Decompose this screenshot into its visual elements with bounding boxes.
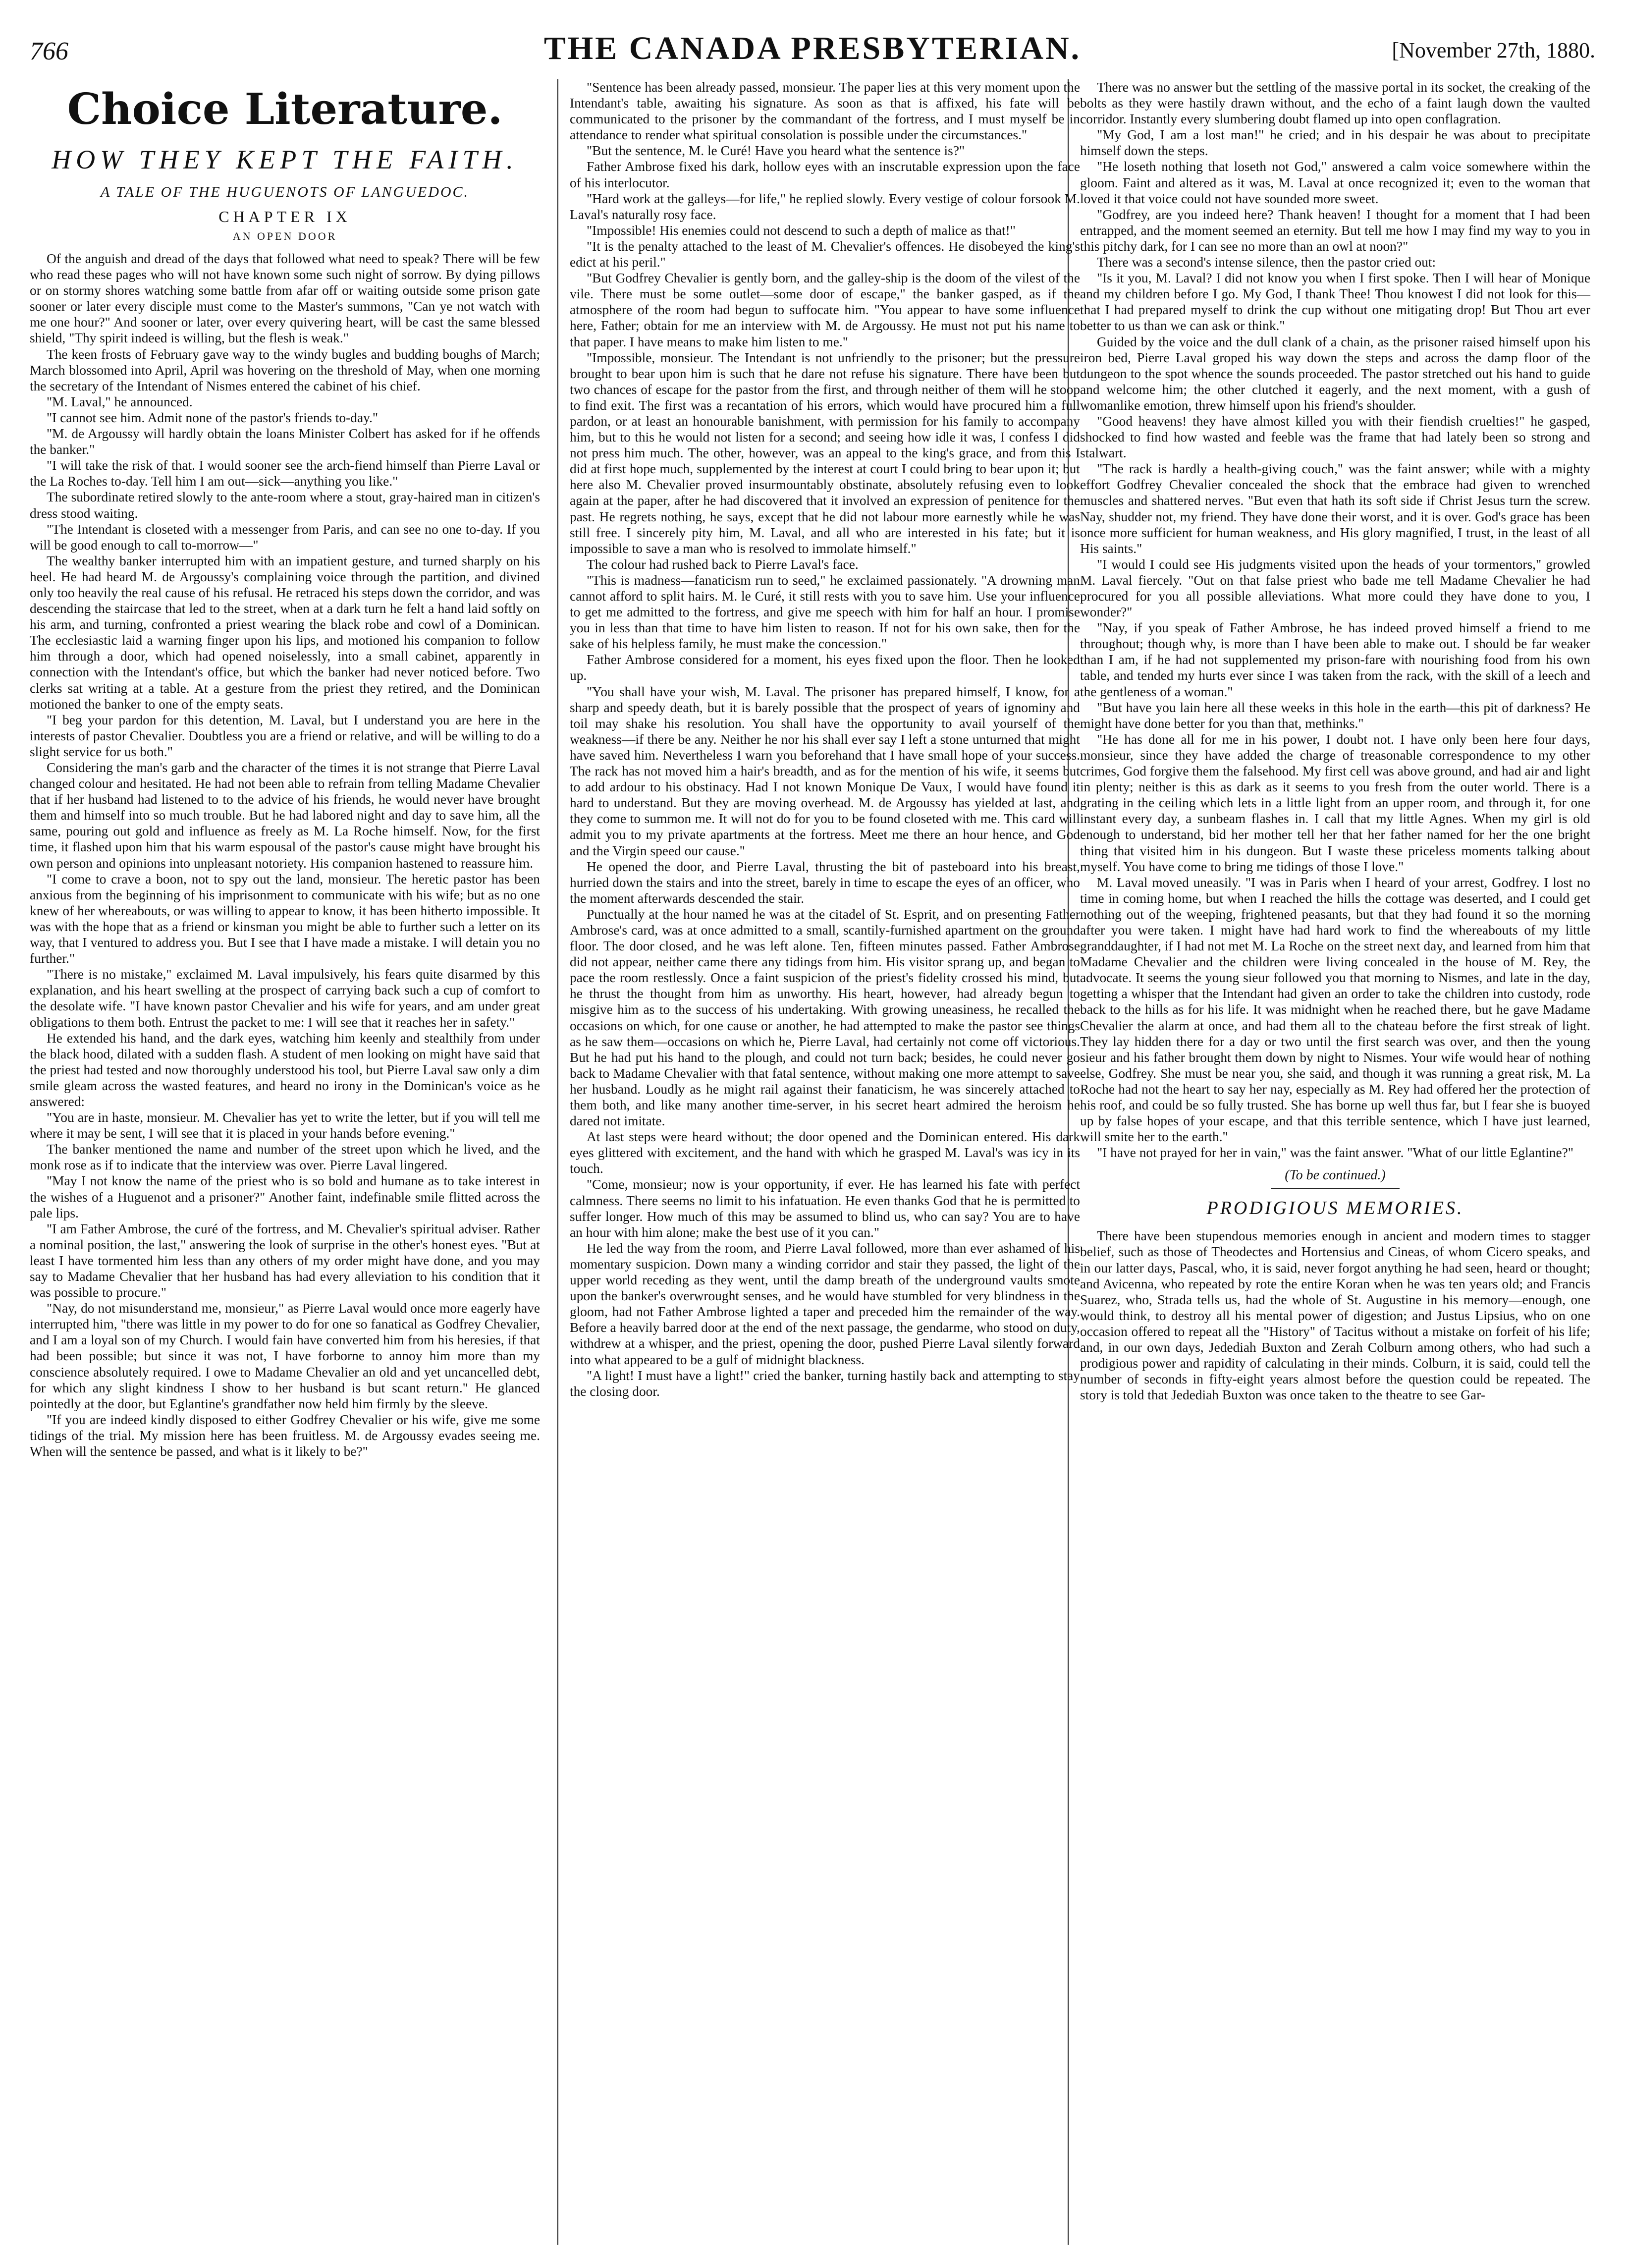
- story-body: [30, 251, 540, 1459]
- paragraph: Considering the man's garb and the character of the times it is not strange that Pierre Laval changed colour and hesitated. He had not been able to refrain from telling Madame Chevalier that if her husband had listened to to the advice of his friends, he would never have brought them and himself into so much trouble. But he had labored night and day to save him, all the same, pouring out gold and influence as freely as M. La Roche himself. Now, for the first time, it flashed upon him that his warm espousal of the pastor's cause might have brought his own person and opinions into unpleasant notoriety. His companion hastened to reassure him.: [30, 760, 540, 871]
- paragraph: "A light! I must have a light!" cried the banker, turning hastily back and attempting to stay the closing door.: [570, 1368, 1080, 1399]
- paragraph: "May I not know the name of the priest who is so bold and humane as to take interest in the wishes of a Huguenot and a prisoner?" Another faint, indefinable smile flitted across the pale lips.: [30, 1173, 540, 1220]
- paragraph: "This is madness—fanaticism run to seed," he exclaimed passionately. "A drowning man cannot afford to split hairs. M. le Curé, it still rests with you to save him. Use your influence to get me admitted to the fortress, and give me speech with him for half an hour. I promise you in less than that time to have him listen to reason. If not for his own sake, then for the sake of his helpless family, he must make the concession.": [570, 572, 1080, 652]
- paragraph: The wealthy banker interrupted him with an impatient gesture, and turned sharply on his heel. He had heard M. de Argoussy's complaining voice through the partition, and divined only too heavily the real cause of his refusal. He retraced his steps down the corridor, and was descending the staircase that led to the street, when at a dark turn he felt a hand laid softly on his arm, and turning, confronted a priest wearing the black robe and cowl of a Dominican. The ecclesiastic laid a warning finger upon his lips, and motioned his companion to follow him through a door, which had opened noiselessly, into a small cabinet, apparently in connection with the Intendant's office, but which the banker had never noticed before. Two clerks sat writing at a table. At a gesture from the priest they retired, and the Dominican motioned the banker to one of the empty seats.: [30, 553, 540, 712]
- paragraph: The colour had rushed back to Pierre Laval's face.: [587, 556, 859, 572]
- column-3: [1080, 79, 1590, 1403]
- paragraph: Of the anguish and dread of the days that followed what need to speak? There will be few who read these pages who will not have known some such night of sorrow. By dying pillows or on stormy shores watching some battle from afar off or waiting outside some prison gate sooner or later every disciple must come to the Master's summons, "Can ye not watch with me one hour?" And sooner or later, over every quivering heart, will be cast the same blessed shield, "Thy spirit indeed is willing, but the flesh is weak.": [30, 251, 540, 346]
- story-title: HOW THEY KEPT THE FAITH.: [52, 145, 518, 174]
- paragraph: He opened the door, and Pierre Laval, thrusting the bit of pasteboard into his breast, hurried down the stairs and into the street, barely in time to escape the eyes of an officer, who the moment afterwards descended the stair.: [570, 859, 1080, 906]
- chapter-title: AN OPEN DOOR: [232, 230, 337, 242]
- paragraph: "Come, monsieur; now is your opportunity, if ever. He has learned his fate with perfect calmness. There seems no limit to his infatuation. He even thanks God that he is permitted to suffer longer. How much of this may be assumed to blind us, who can say? You are to have an hour with him alone; make the best use of it you can.": [570, 1177, 1080, 1240]
- paragraph: "I beg your pardon for this detention, M. Laval, but I understand you are here in the interests of pastor Chevalier. Doubtless you are a friend or relative, and will be willing to do a slight service for us both.": [30, 712, 540, 759]
- paragraph: "It is the penalty attached to the least of M. Chevalier's offences. He disobeyed the king's edict at his peril.": [570, 238, 1080, 270]
- paragraph: He extended his hand, and the dark eyes, watching him keenly and stealthily from under the black hood, dilated with a sudden flash. A student of men looking on might have said that the priest had tested and now thoroughly understood his tool, but Pierre Laval saw only a dim smile gleam across the wasted features, and heard no irony in the Dominican's voice as he answered:: [30, 1030, 540, 1109]
- paragraph: There have been stupendous memories enough in ancient and modern times to stagger belief, such as those of Theodectes and Hortensius and Cineas, of whom Cicero speaks, and in our latter days, Pascal, who, it is said, never forgot anything he had seen, heard or thought; and Avicenna, who repeated by rote the entire Koran when he was ten years old; and Francis Suarez, who, Strada tells us, had the whole of St. Augustine in his memory—enough, one would think, to destroy all his mental power of digestion; and Justus Lipsius, who on one occasion offered to repeat all the "History" of Tacitus without a mistake on forfeit of his life; and, in our own days, Jedediah Buxton and Zerah Colburn among others, who had such a prodigious power and rapidity of calculating in their minds. Colburn, it is said, could tell the number of seconds in fifty-eight years almost before the question could be repeated. The story is told that Jedediah Buxton was once taken to the theatre to see Gar-: [1080, 1228, 1590, 1403]
- paragraph: "I come to crave a boon, not to spy out the land, monsieur. The heretic pastor has been anxious from the beginning of his imprisonment to communicate with his wife; but as no one knew of her whereabouts, or was willing to appear to know, it has been hitherto impossible. It was with the hope that as a friend or kinsman you might be able to further such a letter on its way, that I ventured to address you. But I see that I have made a mistake. I will detain you no further.": [30, 871, 540, 966]
- paragraph: "Impossible, monsieur. The Intendant is not unfriendly to the prisoner; but the pressure brought to bear upon him is such that he dare not refuse his signature. There have been but two chances of escape for the pastor from the first, and through neither of them will he stoop to find exit. The first was a recantation of his errors, which would have procured him a full pardon, or at least an honourable banishment, with permission for his family to accompany him, but to this he would not listen for a second; and seeing how idle it was, I confess I did not press him much. The other, however, was an appeal to the king's grace, and from this I did at first hope much, supplemented by the interest at court I could bring to bear upon it; but here also M. Chevalier proved insurmountably obstinate, absolutely refusing even to look again at the paper, after he had discovered that it involved an expression of penitence for the past. He regrets nothing, he says, except that he did not labour more earnestly while he was still free. I sincerely pity him, M. Laval, and all who are interested in his fate; but it is impossible to save a man who is resolved to immolate himself.": [570, 350, 1080, 556]
- paragraph: "Impossible! His enemies could not descend to such a depth of malice as that!": [587, 222, 1016, 238]
- paragraph: "But the sentence, M. le Curé! Have you heard what the sentence is?": [587, 143, 965, 159]
- paragraph: He led the way from the room, and Pierre Laval followed, more than ever ashamed of his momentary suspicion. Down many a winding corridor and stair they passed, the light of the upper world receding as they went, until the damp breath of the underground vaults smote upon the banker's overwrought senses, and he would have stumbled for very blindness in the gloom, had not Father Ambrose lighted a taper and preceded him the remainder of the way. Before a heavily barred door at the end of the next passage, the gendarme, who stood on duty, withdrew at a whisper, and the priest, opening the door, pushed Pierre Laval silently forward into what appeared to be a gulf of midnight blackness.: [570, 1240, 1080, 1367]
- paragraph: "There is no mistake," exclaimed M. Laval impulsively, his fears quite disarmed by this explanation, and his heart swelling at the prospect of carrying back such a cup of comfort to the desolate wife. "I have known pastor Chevalier and his wife for years, and am under great obligations to them both. Entrust the packet to me: I will see that it reaches her in safety.": [30, 967, 540, 1030]
- paragraph: "I am Father Ambrose, the curé of the fortress, and M. Chevalier's spiritual adviser. Rather a nominal position, the last," answering the look of surprise in the other's honest eyes. "But at least I have tormented him less than any others of my order might have done, and you may say to Madame Chevalier that her husband has had every alleviation to his condition that it was possible to procure.": [30, 1221, 540, 1300]
- column-2: [570, 79, 1080, 1399]
- paragraph: There was a second's intense silence, then the pastor cried out:: [1097, 255, 1436, 270]
- paragraph: "But Godfrey Chevalier is gently born, and the galley-ship is the doom of the vilest of the vile. There must be some outlet—some door of escape," the banker gasped, as if the atmosphere of the room had begun to suffocate him. "You appear to have some influence here, Father; obtain for me an interview with M. de Argoussy. He must not put his name to that paper. I have means to make him listen to me.": [570, 271, 1080, 349]
- paragraph: At last steps were heard without; the door opened and the Dominican entered. His dark eyes glittered with excitement, and the hand with which he grasped M. Laval's was icy in its touch.: [570, 1129, 1080, 1176]
- paragraph: Father Ambrose considered for a moment, his eyes fixed upon the floor. Then he looked up.: [570, 652, 1080, 683]
- paragraph: "M. Laval," he announced.: [47, 394, 193, 409]
- paragraph: "Nay, if you speak of Father Ambrose, he has indeed proved himself a friend to me throughout; though why, is more than I have been able to make out. I should be far weaker than I am, if he had not supplemented my prison-fare with nourishing food from his own table, and tended my hurts ever since I was taken from the rack, with the skill of a leech and the gentleness of a woman.": [1080, 620, 1590, 699]
- paragraph: "You are in haste, monsieur. M. Chevalier has yet to write the letter, but if you will tell me where it may be sent, I will see that it is placed in your hands before evening.": [30, 1110, 540, 1141]
- paragraph: Guided by the voice and the dull clank of a chain, as the prisoner raised himself upon his iron bed, Pierre Laval groped his way down the steps and across the damp floor of the dungeon to the spot whence the sounds proceeded. The pastor stretched out his hand to guide and welcome him; the other clutched it eagerly, and the next moment, with a gush of womanlike emotion, threw himself upon his friend's shoulder.: [1080, 334, 1590, 413]
- paragraph: "Godfrey, are you indeed here? Thank heaven! I thought for a moment that I had been entrapped, and the moment seemed an eternity. But tell me how I may find my way to you in this pitchy dark, for I can see no more than an owl at noon?": [1080, 207, 1590, 254]
- paragraph: "Good heavens! they have almost killed you with their fiendish cruelties!" he gasped, shocked to find how wasted and feeble was the frame that had lately been so strong and stalwart.: [1080, 413, 1590, 461]
- paragraph: The keen frosts of February gave way to the windy bugles and budding boughs of March; March blossomed into April, April was hovering on the threshold of May, when one morning the secretary of the Intendant of Nismes entered the cabinet of his chief.: [30, 346, 540, 393]
- paragraph: There was no answer but the settling of the massive portal in its socket, the creaking of the bolts as they were hastily drawn without, and the echo of a faint laugh down the vaulted corridor. Instantly every slumbering doubt flamed up into open conflagration.: [1080, 80, 1590, 127]
- column-1: [30, 79, 540, 1459]
- paragraph: Punctually at the hour named he was at the citadel of St. Esprit, and on presenting Father Ambrose's card, was at once admitted to a small, scantily-furnished apartment on the ground floor. The door closed, and he was left alone. Ten, fifteen minutes passed. Father Ambrose did not appear, neither came there any tidings from him. His visitor sprang up, and began to pace the room restlessly. Once a faint suspicion of the priest's fidelity crossed his mind, but he thrust the thought from him as unworthy. His heart, however, had already begun to misgive him as to the success of his undertaking. With growing uneasiness, he recalled the occasions on which, for one cause or another, he had attempted to make the pastor see things as he saw them—occasions on which he, Pierre Laval, had certainly not come off victorious. But he had put his hand to the plough, and could not turn back; besides, he could never go back to Madame Chevalier with that fatal sentence, without making one more attempt to save her husband. Loudly as he might rail against their fanaticism, he was sincerely attached to them both, and like many another time-server, in his secret heart admired the heroism he dared not imitate.: [570, 906, 1080, 1129]
- paper-title: THE CANADA PRESBYTERIAN.: [543, 30, 1082, 66]
- paragraph: "Hard work at the galleys—for life," he replied slowly. Every vestige of colour forsook M. Laval's naturally rosy face.: [570, 191, 1080, 222]
- paragraph: Father Ambrose fixed his dark, hollow eyes with an inscrutable expression upon the face of his interlocutor.: [570, 159, 1080, 190]
- paragraph: "I cannot see him. Admit none of the pastor's friends to-day.": [47, 410, 379, 425]
- divider: [1271, 1188, 1400, 1189]
- column-divider: [557, 79, 558, 2245]
- paragraph: "I have not prayed for her in vain," was the faint answer. "What of our little Eglantine?": [1097, 1145, 1573, 1161]
- paragraph: "The Intendant is closeted with a messenger from Paris, and can see no one to-day. If you will be good enough to call to-morrow—": [30, 521, 540, 553]
- paragraph: The subordinate retired slowly to the ante-room where a stout, gray-haired man in citizen's dress stood waiting.: [30, 490, 540, 521]
- paragraph: "He loseth nothing that loseth not God," answered a calm voice somewhere within the gloom. Faint and altered as it was, M. Laval at once recognized it; even to the woman that loved it that voice could not have sounded more sweet.: [1080, 159, 1590, 206]
- section-heading: Choice Literature.: [67, 84, 503, 134]
- paragraph: "The rack is hardly a health-giving couch," was the faint answer; while with a mighty effort Godfrey Chevalier concealed the shock that the embrace had given to wrenched muscles and shattered nerves. "But even that hath its soft side if Christ Jesus turn the screw. Nay, shudder not, my friend. They have done their worst, and it is over. God's grace has been once more sufficient for human weakness, and His glory magnified, I trust, in the least of all His saints.": [1080, 461, 1590, 556]
- paragraph: "Nay, do not misunderstand me, monsieur," as Pierre Laval would once more eagerly have interrupted him, "there was little in my power to do for one so fanatical as Godfrey Chevalier, and I am a loyal son of my Church. I would fain have converted him from his heresies, if that had been possible; but since it was not, I have forborne to annoy him more than my conscience absolutely required. I owe to Madame Chevalier an old and yet uncancelled debt, for which any slight kindness I show to her husband is but scant return." He glanced pointedly at the door, but Eglantine's grandfather now held him firmly by the sleeve.: [30, 1301, 540, 1411]
- paragraph: The banker mentioned the name and number of the street upon which he lived, and the monk rose as if to indicate that the interview was over. Pierre Laval lingered.: [30, 1142, 540, 1173]
- page-number: 766: [30, 37, 68, 65]
- continued-note: (To be continued.): [1285, 1167, 1386, 1183]
- paragraph: "You shall have your wish, M. Laval. The prisoner has prepared himself, I know, for a sharp and speedy death, but it is barely possible that the prospect of years of ignominy and toil may shake his resolution. You shall have the opportunity to avail yourself of the weakness—if there be any. Neither he nor his shall ever say I left a stone unturned that might have saved him. Nevertheless I warn you beforehand that I have small hope of your success. The rack has not moved him a hair's breadth, and as for the mention of his wife, it seems but to add ardour to his obstinacy. Had I not known Monique De Vaux, I would have found it hard to understand. But they are moving overhead. M. de Argoussy has yielded at last, and they come to summon me. It will not do for you to be found closeted with me. This card will admit you to my private apartments at the fortress. Meet me there an hour hence, and God and the Virgin speed our cause.": [570, 684, 1080, 858]
- story-subtitle: A TALE OF THE HUGUENOTS OF LANGUEDOC.: [100, 184, 470, 200]
- paragraph: "I would I could see His judgments visited upon the heads of your tormentors," growled M. Laval fiercely. "Out on that false priest who bade me tell Madame Chevalier he had procured for you all possible alleviations. What more could they have done to you, I wonder?": [1080, 556, 1590, 620]
- chapter-number: CHAPTER IX: [218, 208, 351, 225]
- paragraph: "Is it you, M. Laval? I did not know you when I first spoke. Then I will hear of Monique and my children before I go. My God, I thank Thee! Thou knowest I did not look for this—that I had prepared myself to drink the cup without one mitigating drop! But Thou art ever better to us than we can ask or think.": [1080, 271, 1590, 333]
- issue-date: [November 27th, 1880.: [1392, 38, 1595, 62]
- paragraph: M. Laval moved uneasily. "I was in Paris when I heard of your arrest, Godfrey. I lost no time in coming home, but when I reached the hills the cottage was deserted, and I could get nothing out of the weeping, frightened peasants, but that they had found it so the morning after you were taken. I might have had hard work to find the whereabouts of my little granddaughter, if I had not met M. La Roche on the street next day, and learned from him that Madame Chevalier and the children were living concealed in the house of M. Rey, the advocate. It seems the young sieur followed you that morning to Nismes, and late in the day, getting a whisper that the Intendant had given an order to take the children into custody, rode back to the hills as for his life. It was midnight when he reached there, but he gave Madame Chevalier the alarm at once, and had them all to the chateau before the first streak of light. They lay hidden there for a day or two until the first search was over, and then the young sieur and his father brought them down by night to Nismes. Your wife would hear of nothing else, Godfrey. She must be near you, she said, and though it was running a great risk, M. La Roche had not the heart to say her nay, especially as M. Rey had offered her the protection of his roof, and could be so fully trusted. She has borne up well thus far, but I fear she is buoyed up by false hopes of your escape, and that this terrible sentence, which I have just learned, will smite her to the earth.": [1080, 875, 1590, 1145]
- paragraph: "Sentence has been already passed, monsieur. The paper lies at this very moment upon the Intendant's table, awaiting his signature. As soon as that is affixed, his fate will be communicated to the prisoner by the commandant of the fortress, and I must myself be in attendance to render what spiritual consolation is possible under the circumstances.": [570, 80, 1080, 143]
- paragraph: "M. de Argoussy will hardly obtain the loans Minister Colbert has asked for if he offends the banker.": [30, 426, 540, 457]
- masthead: [30, 30, 1595, 69]
- paragraph: "He has done all for me in his power, I doubt not. I have only been here four days, monsieur, since they have added the charge of treasonable correspondence to my other crimes, God forgive them the falsehood. My first cell was above ground, and had air and light in plenty; neither is this as dark as it seems to you fresh from the outer world. There is a grating in the ceiling which lets in a little light from an upper room, and through it, for one instant every day, a sunbeam flashes in. I call that my little Agnes. When my girl is old enough to understand, bid her mother tell her that her father named for her the one bright thing that visited him in his dungeon. But I waste these priceless moments talking about myself. You have come to bring me tidings of those I love.": [1080, 731, 1590, 874]
- paragraph: "I will take the risk of that. I would sooner see the arch-fiend himself than Pierre Laval or the La Roches to-day. Tell him I am out—sick—anything you like.": [30, 458, 540, 489]
- paragraph: "If you are indeed kindly disposed to either Godfrey Chevalier or his wife, give me some tidings of the trial. My mission here has been fruitless. M. de Argoussy evades seeing me. When will the sentence be passed, and what is it likely to be?": [30, 1412, 540, 1459]
- paragraph: "My God, I am a lost man!" he cried; and in his despair he was about to precipitate himself down the steps.: [1080, 127, 1590, 159]
- article-title: PRODIGIOUS MEMORIES.: [1206, 1198, 1464, 1219]
- paragraph: "But have you lain here all these weeks in this hole in the earth—this pit of darkness? He might have done better for you than that, methinks.": [1080, 700, 1590, 731]
